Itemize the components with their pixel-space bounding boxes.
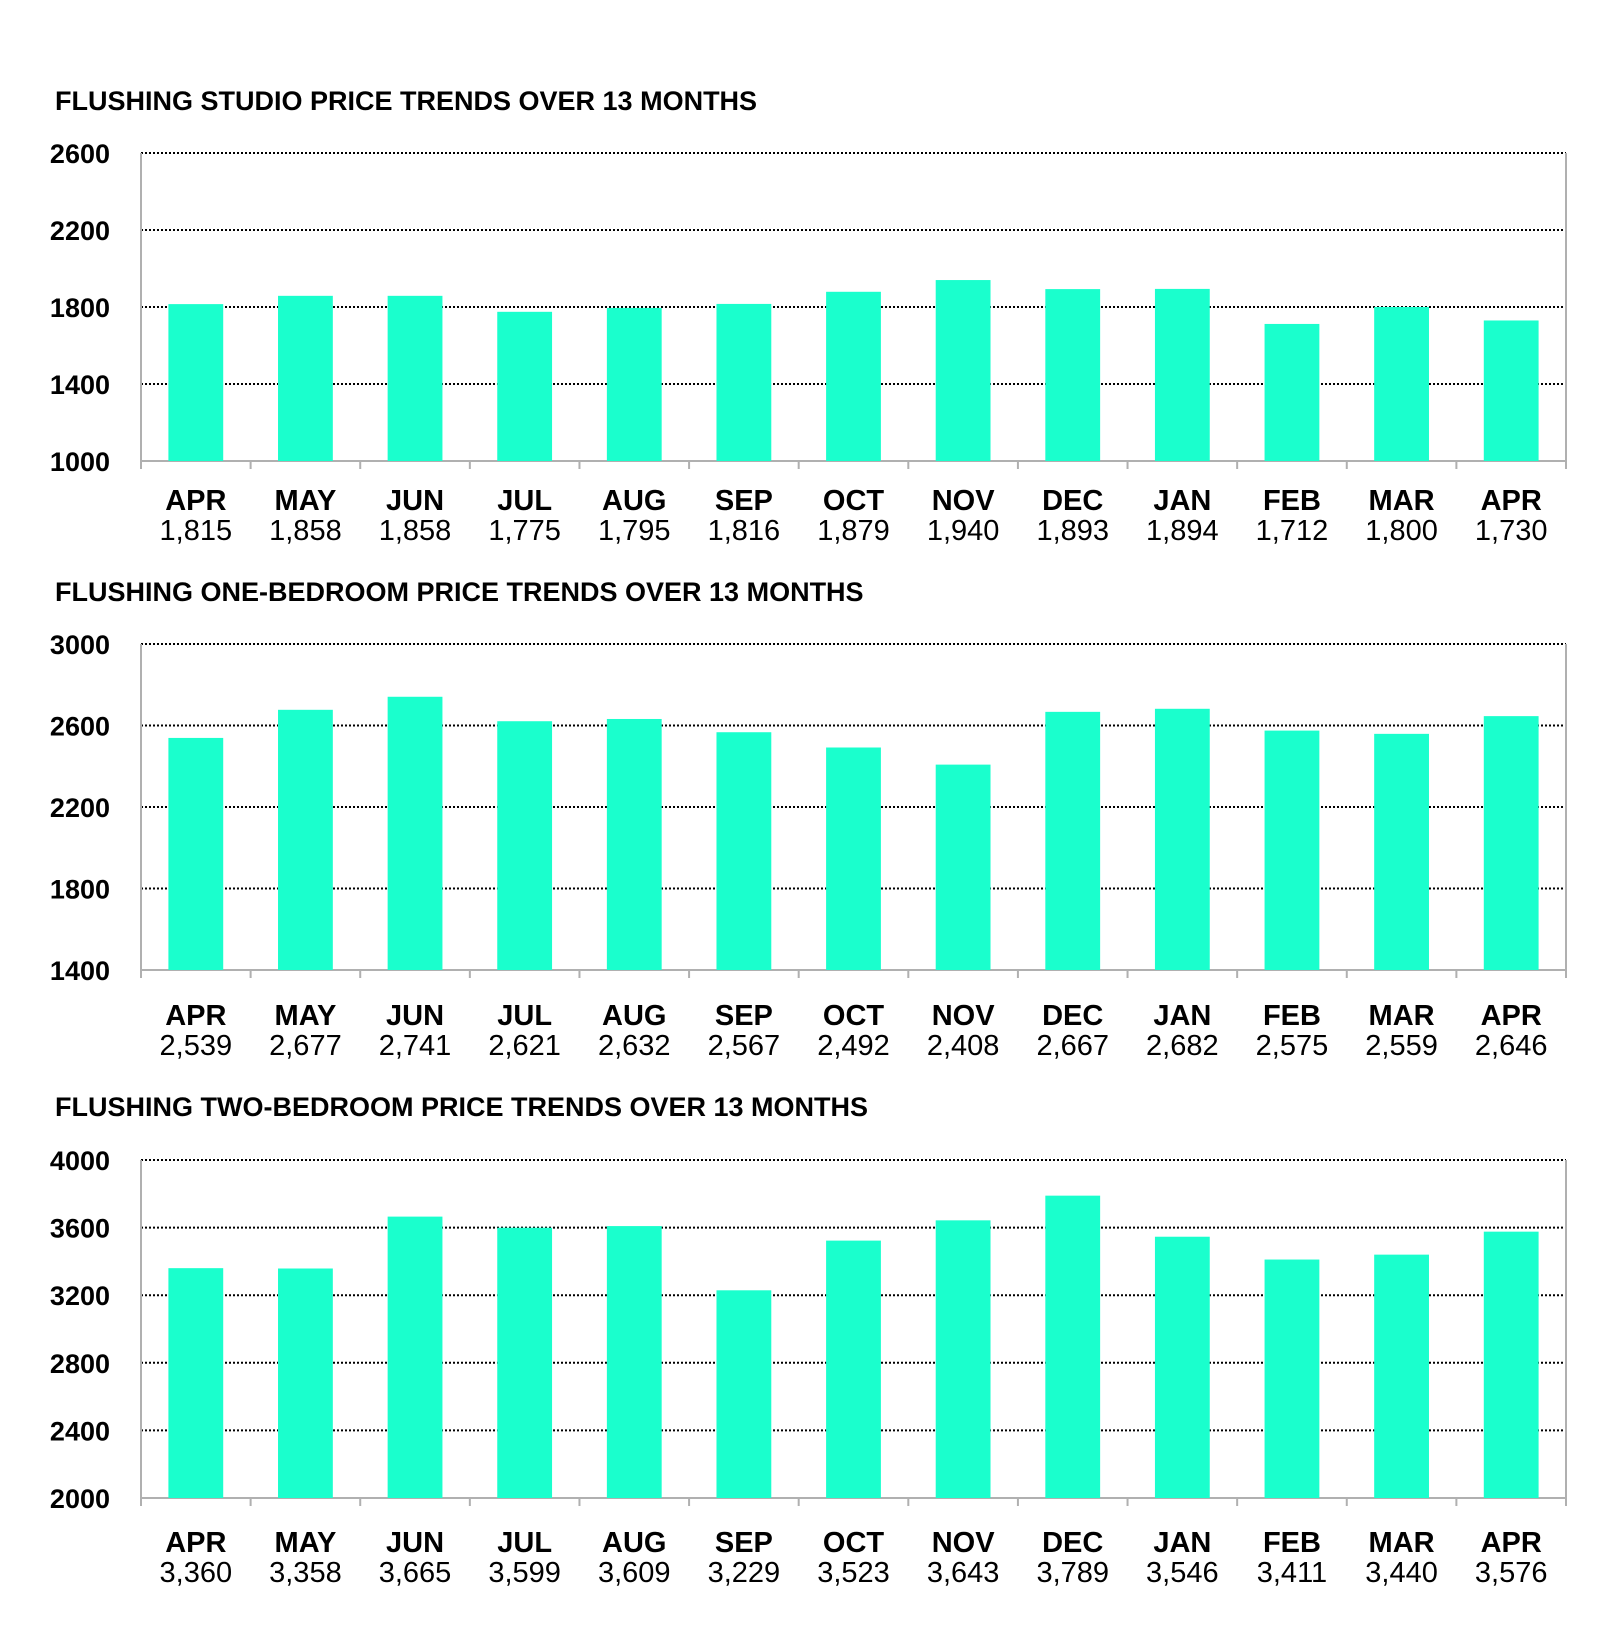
studio-value-label: 1,816	[707, 515, 781, 547]
one-bedroom-y-tick-label: 1400	[49, 956, 110, 986]
one-bedroom-bar	[497, 721, 552, 970]
two-bedroom-bar	[826, 1241, 881, 1498]
one-bedroom-value-label: 2,632	[597, 1030, 671, 1062]
two-bedroom-value-label: 3,411	[1256, 1557, 1328, 1589]
two-bedroom-bar	[1374, 1255, 1429, 1498]
studio-value-label: 1,800	[1365, 515, 1438, 547]
studio-category-label: NOV	[931, 485, 995, 517]
one-bedroom-value-label: 2,741	[378, 1030, 452, 1062]
studio-bar	[1374, 307, 1429, 461]
studio-value-label: 1,858	[269, 515, 342, 547]
one-bedroom-value-label: 2,677	[269, 1030, 342, 1062]
two-bedroom-bar	[1045, 1196, 1100, 1498]
studio-category-label: AUG	[602, 485, 667, 517]
two-bedroom-value-label: 3,609	[597, 1557, 671, 1589]
studio-bar	[1155, 289, 1210, 461]
studio-bar	[1484, 320, 1539, 461]
two-bedroom-value-label: 3,576	[1474, 1557, 1548, 1589]
two-bedroom-y-tick-label: 2800	[49, 1348, 110, 1379]
one-bedroom-category-label: MAY	[274, 1000, 337, 1032]
one-bedroom-value-label: 2,621	[488, 1030, 561, 1062]
one-bedroom-category-label: JUN	[386, 1000, 445, 1032]
two-bedroom-value-label: 3,665	[378, 1557, 452, 1589]
two-bedroom-category-label: MAR	[1368, 1527, 1435, 1559]
studio-value-label: 1,795	[597, 515, 671, 547]
one-bedroom-value-label: 2,559	[1365, 1030, 1438, 1062]
two-bedroom-bar	[716, 1290, 771, 1498]
studio-bar	[716, 304, 771, 461]
studio-category-label: JAN	[1153, 485, 1212, 517]
two-bedroom-value-label: 3,229	[707, 1557, 781, 1589]
two-bedroom-category-label: MAY	[274, 1527, 337, 1559]
one-bedroom-bar	[1265, 731, 1320, 970]
studio-value-label: 1,712	[1255, 515, 1329, 547]
one-bedroom-value-label: 2,667	[1036, 1030, 1110, 1062]
one-bedroom-bar	[388, 697, 443, 970]
one-bedroom-bar	[1155, 709, 1210, 970]
one-bedroom-value-label: 2,575	[1255, 1030, 1329, 1062]
two-bedroom-value-label: 3,358	[269, 1557, 342, 1589]
two-bedroom-category-label: JUN	[386, 1527, 445, 1559]
one-bedroom-chart	[50, 577, 1566, 1062]
two-bedroom-category-label: AUG	[602, 1527, 667, 1559]
one-bedroom-bar	[1045, 712, 1100, 970]
studio-bar	[1045, 289, 1100, 461]
studio-category-label: OCT	[822, 485, 885, 517]
one-bedroom-y-tick-label: 1800	[49, 874, 110, 905]
two-bedroom-bar	[1484, 1232, 1539, 1498]
one-bedroom-y-tick-label: 3000	[49, 630, 110, 660]
studio-value-label: 1,894	[1146, 515, 1219, 547]
one-bedroom-bar	[278, 710, 333, 970]
one-bedroom-bar	[607, 719, 662, 970]
two-bedroom-y-tick-label: 2000	[49, 1484, 110, 1514]
studio-category-label: MAY	[274, 485, 337, 517]
one-bedroom-value-label: 2,408	[926, 1030, 1000, 1062]
one-bedroom-category-label: AUG	[602, 1000, 667, 1032]
two-bedroom-y-tick-label: 2400	[49, 1416, 110, 1447]
one-bedroom-y-tick-label: 2200	[49, 793, 110, 823]
two-bedroom-category-label: NOV	[931, 1527, 995, 1559]
one-bedroom-chart-title: FLUSHING ONE-BEDROOM PRICE TRENDS OVER 13 MONTHS	[55, 577, 864, 607]
two-bedroom-value-label: 3,523	[817, 1557, 890, 1589]
studio-bar	[607, 308, 662, 461]
two-bedroom-value-label: 3,440	[1365, 1557, 1438, 1589]
one-bedroom-value-label: 2,567	[707, 1030, 781, 1062]
two-bedroom-y-tick-label: 3600	[49, 1213, 110, 1244]
one-bedroom-category-label: MAR	[1368, 1000, 1435, 1032]
studio-category-label: FEB	[1262, 485, 1321, 517]
one-bedroom-value-label: 2,682	[1146, 1030, 1219, 1062]
studio-category-label: JUL	[497, 485, 553, 517]
studio-bar	[826, 292, 881, 461]
studio-category-label: JUN	[386, 485, 445, 517]
two-bedroom-category-label: JAN	[1153, 1527, 1212, 1559]
one-bedroom-category-label: SEP	[714, 1000, 773, 1032]
two-bedroom-bar	[607, 1226, 662, 1498]
studio-y-tick-label: 1000	[49, 447, 110, 477]
studio-bar	[168, 304, 223, 461]
two-bedroom-bar	[497, 1228, 552, 1498]
studio-value-label: 1,879	[817, 515, 890, 547]
studio-value-label: 1,893	[1036, 515, 1110, 547]
studio-value-label: 1,858	[378, 515, 452, 547]
two-bedroom-value-label: 3,599	[488, 1557, 561, 1589]
two-bedroom-bar	[278, 1268, 333, 1498]
two-bedroom-value-label: 3,546	[1146, 1557, 1219, 1589]
one-bedroom-category-label: OCT	[822, 1000, 885, 1032]
studio-bar	[936, 280, 991, 461]
studio-bar	[278, 296, 333, 461]
studio-bar	[1265, 324, 1320, 461]
studio-category-label: SEP	[714, 485, 773, 517]
two-bedroom-value-label: 3,360	[159, 1557, 233, 1589]
two-bedroom-chart-title: FLUSHING TWO-BEDROOM PRICE TRENDS OVER 13 MONTHS	[55, 1092, 869, 1122]
studio-bar	[388, 296, 443, 461]
one-bedroom-category-label: APR	[165, 1000, 227, 1032]
studio-bar	[497, 312, 552, 461]
two-bedroom-category-label: DEC	[1042, 1527, 1104, 1559]
one-bedroom-bar	[826, 748, 881, 970]
two-bedroom-y-tick-label: 4000	[49, 1146, 110, 1176]
one-bedroom-category-label: APR	[1480, 1000, 1542, 1032]
studio-y-tick-label: 1400	[49, 370, 110, 400]
one-bedroom-category-label: JAN	[1153, 1000, 1212, 1032]
two-bedroom-bar	[936, 1220, 991, 1498]
studio-value-label: 1,730	[1474, 515, 1548, 547]
studio-y-tick-label: 2600	[49, 139, 110, 169]
two-bedroom-bar	[1155, 1237, 1210, 1498]
two-bedroom-bar	[168, 1268, 223, 1498]
two-bedroom-bar	[1265, 1260, 1320, 1498]
one-bedroom-bar	[716, 732, 771, 970]
studio-y-tick-label: 1800	[49, 293, 110, 323]
studio-value-label: 1,775	[488, 515, 561, 547]
studio-category-label: MAR	[1368, 485, 1435, 517]
two-bedroom-value-label: 3,789	[1036, 1557, 1110, 1589]
studio-category-label: APR	[165, 485, 227, 517]
two-bedroom-category-label: APR	[1480, 1527, 1542, 1559]
one-bedroom-bar	[1484, 716, 1539, 970]
studio-chart-title: FLUSHING STUDIO PRICE TRENDS OVER 13 MONTHS	[55, 86, 758, 116]
one-bedroom-category-label: FEB	[1262, 1000, 1321, 1032]
two-bedroom-chart	[50, 1092, 1566, 1589]
two-bedroom-bar	[388, 1217, 443, 1498]
one-bedroom-category-label: JUL	[497, 1000, 553, 1032]
two-bedroom-category-label: OCT	[822, 1527, 885, 1559]
two-bedroom-category-label: JUL	[497, 1527, 553, 1559]
one-bedroom-bar	[936, 765, 991, 970]
studio-category-label: DEC	[1042, 485, 1104, 517]
two-bedroom-category-label: APR	[165, 1527, 227, 1559]
studio-chart	[50, 86, 1566, 547]
two-bedroom-category-label: FEB	[1262, 1527, 1321, 1559]
one-bedroom-value-label: 2,646	[1474, 1030, 1548, 1062]
studio-value-label: 1,940	[926, 515, 1000, 547]
two-bedroom-category-label: SEP	[714, 1527, 773, 1559]
one-bedroom-value-label: 2,539	[159, 1030, 233, 1062]
two-bedroom-y-tick-label: 3200	[49, 1281, 110, 1312]
one-bedroom-category-label: NOV	[931, 1000, 995, 1032]
one-bedroom-category-label: DEC	[1042, 1000, 1104, 1032]
two-bedroom-value-label: 3,643	[926, 1557, 1000, 1589]
studio-y-tick-label: 2200	[49, 216, 110, 246]
studio-value-label: 1,815	[159, 515, 233, 547]
one-bedroom-y-tick-label: 2600	[49, 711, 110, 742]
one-bedroom-value-label: 2,492	[817, 1030, 890, 1062]
studio-category-label: APR	[1480, 485, 1542, 517]
one-bedroom-bar	[1374, 734, 1429, 970]
one-bedroom-bar	[168, 738, 223, 970]
